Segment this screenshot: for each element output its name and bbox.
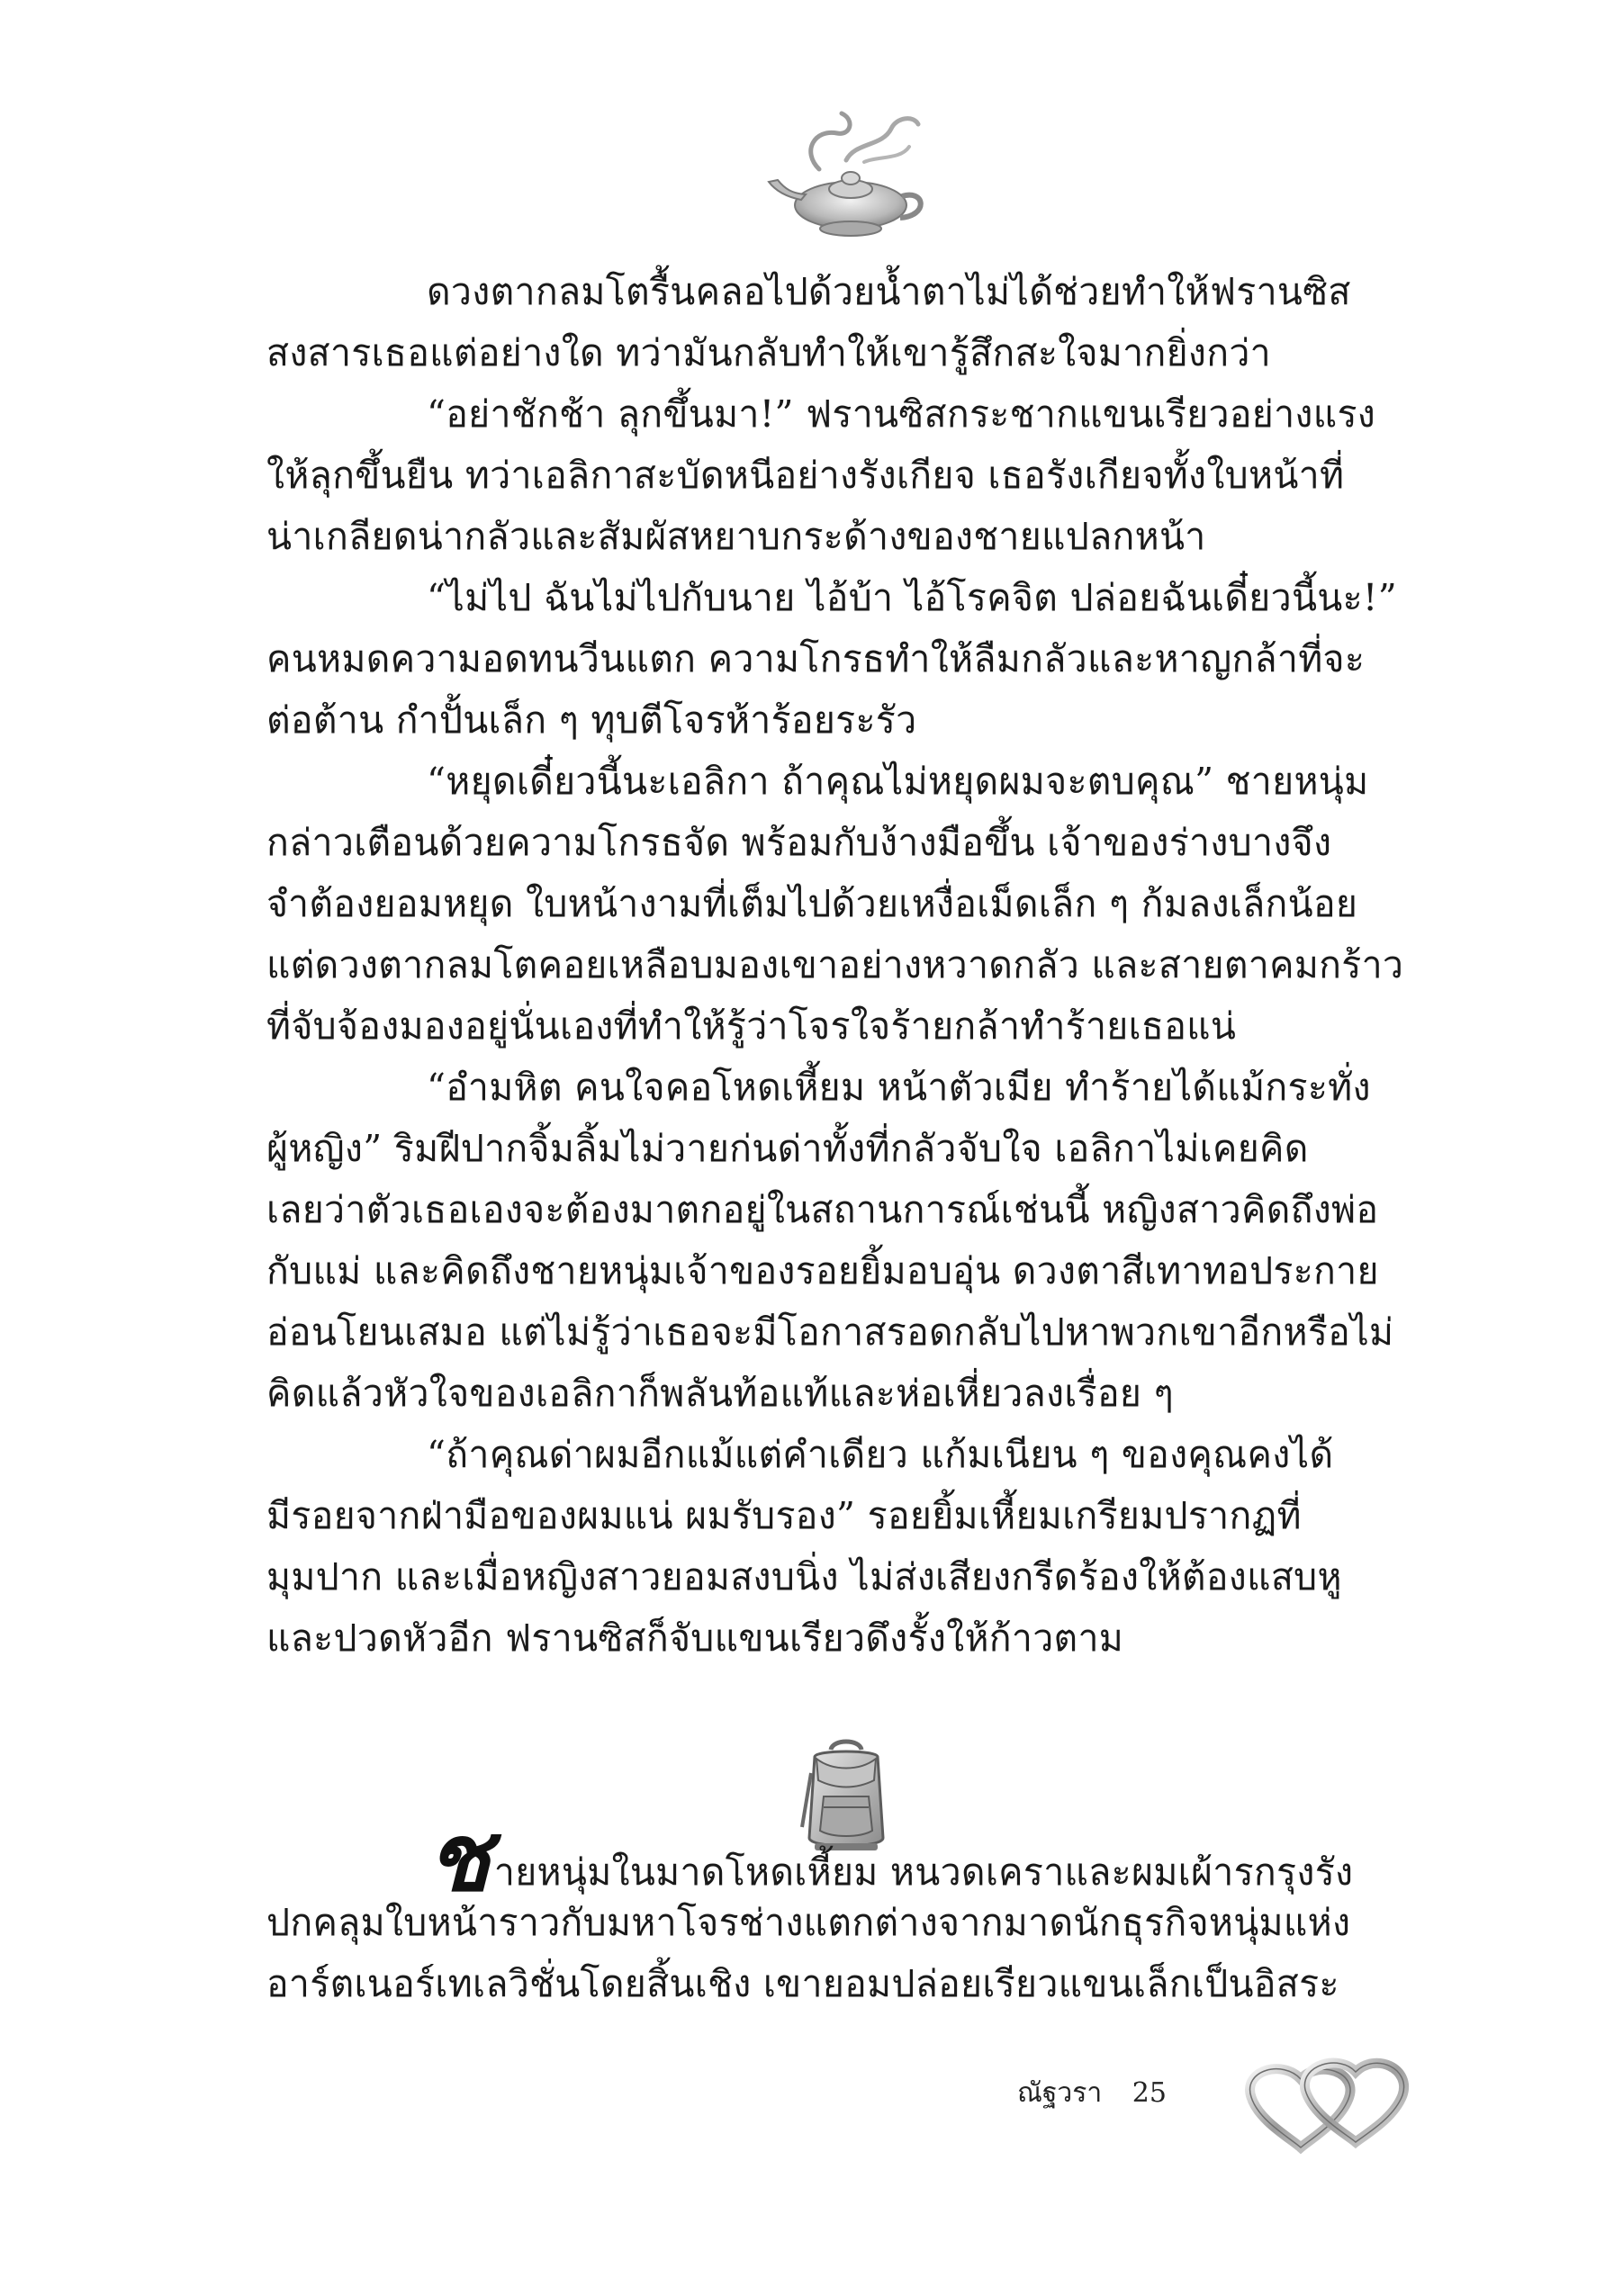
- drop-cap: ช: [427, 1802, 491, 1913]
- paragraph-line: จำต้องยอมหยุด ใบหน้างามที่เต็มไปด้วยเหงื่อเม็ดเล็ก ๆ ก้มลงเล็กน้อย: [266, 882, 1358, 925]
- paragraph-line: “อย่าชักช้า ลุกขึ้นมา!” ฟรานซิสกระชากแขนเรียวอย่างแรง: [427, 392, 1376, 436]
- paragraph-line: ที่จับจ้องมองอยู่นั่นเองที่ทำให้รู้ว่าโจรใจร้ายกล้าทำร้ายเธอแน่: [266, 1004, 1237, 1048]
- paragraph-line: แต่ดวงตากลมโตคอยเหลือบมองเขาอย่างหวาดกลัว และสายตาคมกร้าว: [266, 943, 1404, 986]
- paragraph-line: “ไม่ไป ฉันไม่ไปกับนาย ไอ้บ้า ไอ้โรคจิต ปล่อยฉันเดี๋ยวนี้นะ!”: [427, 576, 1397, 619]
- wedding-rings-icon: [1233, 2043, 1413, 2160]
- page-footer: [1017, 2072, 1167, 2114]
- paragraph-line: “ถ้าคุณด่าผมอีกแม้แต่คำเดียว แก้มเนียน ๆ ของคุณคงได้: [427, 1433, 1334, 1476]
- body-text-bottom: [266, 1802, 1404, 2014]
- paragraph-line: ผู้หญิง” ริมฝีปากจิ้มลิ้มไม่วายก่นด่าทั้งที่กลัวจับใจ เอลิกาไม่เคยคิด: [266, 1127, 1309, 1170]
- paragraph-line: น่าเกลียดน่ากลัวและสัมผัสหยาบกระด้างของชายแปลกหน้า: [266, 515, 1206, 558]
- paragraph-line: กล่าวเตือนด้วยความโกรธจัด พร้อมกับง้างมือขึ้น เจ้าของร่างบางจึง: [266, 821, 1332, 864]
- paragraph-line: “อำมหิต คนใจคอโหดเหี้ยม หน้าตัวเมีย ทำร้ายได้แม้กระทั่ง: [427, 1066, 1371, 1109]
- paragraph-line: และปวดหัวอีก ฟรานซิสก็จับแขนเรียวดึงรั้งให้ก้าวตาม: [266, 1616, 1124, 1660]
- paragraph-line: คิดแล้วหัวใจของเอลิกาก็พลันท้อแท้และห่อเหี่ยวลงเรื่อย ๆ: [266, 1372, 1174, 1415]
- paragraph-line: สงสารเธอแต่อย่างใด ทว่ามันกลับทำให้เขารู้สึกสะใจมากยิ่งกว่า: [266, 331, 1271, 374]
- genie-lamp-icon: [765, 106, 932, 250]
- page-number: 25: [1132, 2077, 1167, 2109]
- author-name: ณัฐวรา: [1017, 2077, 1103, 2109]
- paragraph-line: ายหนุ่มในมาดโหดเหี้ยม หนวดเคราและผมเผ้ารกรุงรัง: [493, 1850, 1354, 1894]
- paragraph-line: อ่อนโยนเสมอ แต่ไม่รู้ว่าเธอจะมีโอกาสรอดกลับไปหาพวกเขาอีกหรือไม่: [266, 1310, 1394, 1354]
- paragraph-first-line: [266, 1802, 1404, 1913]
- paragraph-line: ต่อต้าน กำปั้นเล็ก ๆ ทุบตีโจรห้าร้อยระรัว: [266, 698, 917, 742]
- body-text-top: [266, 261, 1404, 1669]
- paragraph-line: “หยุดเดี๋ยวนี้นะเอลิกา ถ้าคุณไม่หยุดผมจะตบคุณ” ชายหนุ่ม: [427, 760, 1369, 803]
- paragraph-line: มุมปาก และเมื่อหญิงสาวยอมสงบนิ่ง ไม่ส่งเสียงกรีดร้องให้ต้องแสบหู: [266, 1555, 1342, 1598]
- paragraph-line: ปกคลุมใบหน้าราวกับมหาโจรช่างแตกต่างจากมาดนักธุรกิจหนุ่มแห่ง: [266, 1901, 1351, 1944]
- paragraph-line: เลยว่าตัวเธอเองจะต้องมาตกอยู่ในสถานการณ์เช่นนี้ หญิงสาวคิดถึงพ่อ: [266, 1188, 1379, 1231]
- paragraph-line: อาร์ตเนอร์เทเลวิชั่นโดยสิ้นเชิง เขายอมปล่อยเรียวแขนเล็กเป็นอิสระ: [266, 1962, 1339, 2005]
- paragraph-line: กับแม่ และคิดถึงชายหนุ่มเจ้าของรอยยิ้มอบอุ่น ดวงตาสีเทาทอประกาย: [266, 1249, 1379, 1292]
- paragraph-line: คนหมดความอดทนวีนแตก ความโกรธทำให้ลืมกลัวและหาญกล้าที่จะ: [266, 637, 1366, 680]
- paragraph-line: ดวงตากลมโตรื้นคลอไปด้วยน้ำตาไม่ได้ช่วยทำให้ฟรานซิส: [427, 270, 1351, 313]
- paragraph-line: มีรอยจากฝ่ามือของผมแน่ ผมรับรอง” รอยยิ้มเหี้ยมเกรียมปรากฏที่: [266, 1494, 1302, 1537]
- paragraph-line: ให้ลุกขึ้นยืน ทว่าเอลิกาสะบัดหนีอย่างรังเกียจ เธอรังเกียจทั้งใบหน้าที่: [266, 454, 1345, 497]
